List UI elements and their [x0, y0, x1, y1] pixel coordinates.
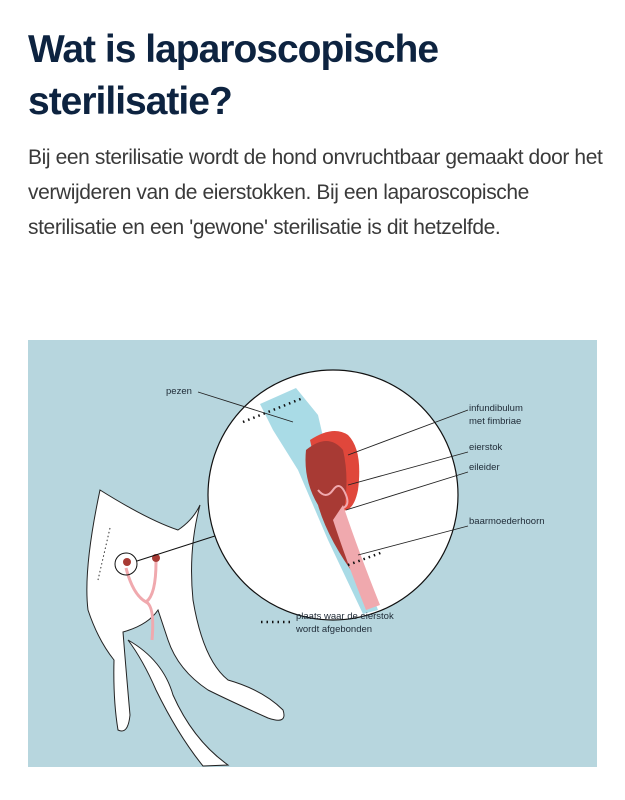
- label-fimbriae: met fimbriae: [469, 416, 522, 427]
- anatomy-illustration: [28, 340, 597, 767]
- label-baarmoederhoorn: baarmoederhoorn: [469, 516, 545, 527]
- legend-line-2: wordt afgebonden: [296, 624, 373, 635]
- label-pezen: pezen: [166, 386, 192, 397]
- page-title: Wat is laparoscopische sterilisatie?: [28, 28, 439, 123]
- label-eileider: eileider: [469, 462, 500, 473]
- label-infundibulum: infundibulum: [469, 403, 523, 414]
- label-eierstok: eierstok: [469, 442, 503, 453]
- legend-line-1: plaats waar de eierstok: [296, 611, 394, 622]
- intro-paragraph: Bij een sterilisatie wordt de hond onvruchtbaar gemaakt door het verwijderen van de eierstokken. Bij een laparoscopische sterilisatie en een 'gewone' sterilisatie is dit hetzelfde.: [28, 146, 603, 239]
- magnified-ovary-view: [208, 370, 458, 620]
